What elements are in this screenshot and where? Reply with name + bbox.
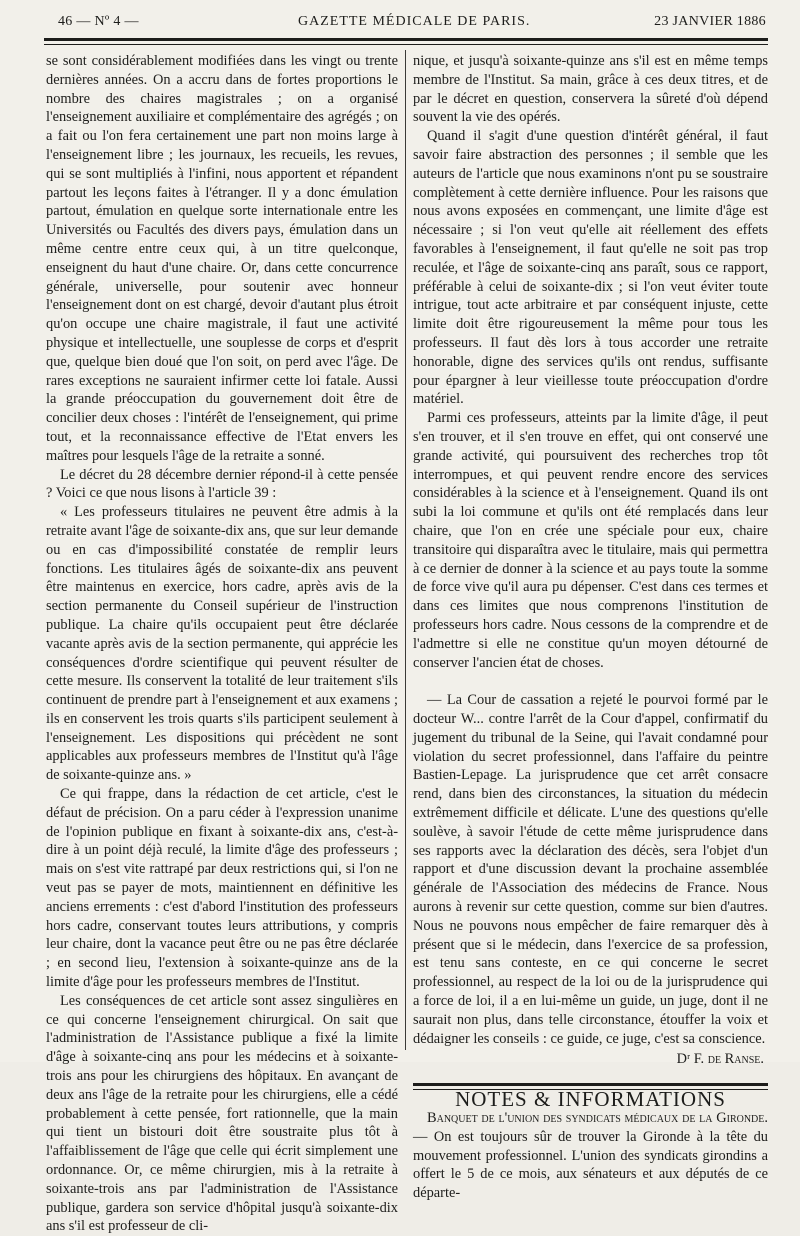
paragraph: Les conséquences de cet article sont assez singulières en ce qui concerne l'enseignement chirurgical. On sait que l'administration de l'Assistance publique a fixé la limite d'âge à soixante-cinq ans pour les médecins et à soixante-trois ans pour les chirurgiens des hôpitaux. En avançant de deux ans l'âge de la retraite pour les chirurgiens, elle a cédé probablement à cette pensée, fort rationnelle, que la main qui tient un bistouri doit être soustraite plus tôt à l'affaiblissement de l'âge que celle qui écrit simplement une ordonnance. Or, ce même chirurgien, mis à la retraite à soixante-trois ans par l'administration de l'Assistance publique, gardera son service d'hôpital jusqu'à soixante-dix ans s'il est professeur de cli- <box>46 992 398 1235</box>
paragraph: Ce qui frappe, dans la rédaction de cet article, c'est le défaut de précision. On a paru céder à l'expression unanime de l'opinion publique en fixant à soixante-dix ans, c'est-à-dire à un point déjà reculé, la limite d'âge des professeurs ; mais on s'est vite rattrapé par deux restrictions qui, si l'on ne veut pas se payer de mots, maintiennent en définitive les anciens errements : c'est d'abord l'institution des professeurs hors cadre, conservant toutes leurs attributions, y compris leur chaire, dont la vacance peut être ou ne pas être déclarée ; en second lieu, l'extension à soixante-quinze ans de la limite d'âge pour les professeurs membres de l'Institut. <box>46 786 398 991</box>
right-column <box>413 52 768 1203</box>
section-rule-thick <box>413 1083 768 1086</box>
column-divider <box>405 50 406 1050</box>
paragraph: Quand il s'agit d'une question d'intérêt général, il faut savoir faire abstraction des personnes ; il semble que les auteurs de l'article que nous examinons n'ont pu se soustraire complètement à cette dernière influence. Pour les raisons que nous avons exposées en commençant, une limite d'âge est nécessaire ; si l'on veut qu'elle ait réellement des effets favorables à l'enseignement, il faut qu'elle ne soit pas trop reculée, et l'âge de soixante-cinq ans paraît, sous ce rapport, préférable à celui de soixante-dix ; si l'on veut éviter toute intrigue, tout acte arbitraire et par conséquent injuste, cette limite doit être rigoureusement la même pour tous les professeurs. Il faut dès lors à tous accorder une retraite honorable, digne des services qu'ils ont rendus, suffisante pour épargner à leur vieillesse toute préoccupation d'ordre matériel. <box>413 128 768 408</box>
issue-date: 23 JANVIER 1886 <box>654 14 766 29</box>
author-signature: Dʳ F. de Ranse. <box>676 1051 764 1068</box>
news-item <box>413 1109 768 1203</box>
page-number: 46 — Nº 4 — <box>58 14 139 29</box>
news-item-heading: Banquet de l'union des syndicats médicaux de la Gironde. <box>427 1110 768 1127</box>
paragraph: nique, et jusqu'à soixante-quinze ans s'il est en même temps membre de l'Institut. Sa main, grâce à ces deux titres, et de par le décret en question, conservera la sûreté d'où dépend souvent la vie des opérés. <box>413 53 768 126</box>
section-title: NOTES & INFORMATIONS <box>455 1087 726 1112</box>
paragraph: se sont considérablement modifiées dans les vingt ou trente dernières années. On a accru dans de fortes proportions le nombre des chaires magistrales ; on a organisé l'enseignement auxiliaire et complémentaire des agrégés ; on a fait ou l'on fera certainement une part non moins large à l'enseignement libre ; les journaux, les recueils, les revues, qui se sont multipliés à l'infini, nous apportent et répandent partout les leçons faites à l'étranger. Il y a donc émulation partout, émulation en quelque sorte internationale entre les Universités ou Facultés des divers pays, émulation dans un même centre entre ceux qui, à un titre quelconque, enseignent du haut d'une chaire. Or, dans cette concurrence générale, universelle, pour soutenir avec honneur l'enseignement dont on est chargé, devoir d'autant plus étroit qu'on occupe une chaire magistrale, il faut une activité physique et intellectuelle, une souplesse de corps et d'esprit que, quelque bien doué que l'on soit, on perd avec l'âge. De rares exceptions ne sauraient infirmer cette loi fatale. Aussi la grande préoccupation du gouvernement doit être de concilier deux choses : l'intérêt de l'enseignement, qui prime tout, et la reconnaissance effective de l'Etat envers les maîtres pour lesquels l'âge de la retraite a sonné. <box>46 53 398 464</box>
left-column <box>46 52 398 1236</box>
journal-title: GAZETTE MÉDICALE DE PARIS. <box>298 14 531 29</box>
header-rule-thin <box>44 44 768 45</box>
paragraph-quote: « Les professeurs titulaires ne peuvent être admis à la retraite avant l'âge de soixante-dix ans, que sur leur demande ou en cas d'impossibilité constatée de remplir leurs fonctions. Les titulaires âgés de soixante-dix ans peuvent être maintenus en exercice, hors cadre, après avis de la section permanente du Conseil supérieur de l'instruction publique. La chaire qu'ils occupaient peut être déclarée vacante après avis de la section permanente, qui apprécie les conséquences d'ordre scientifique qui peuvent résulter de cette mesure. Ils conservent la totalité de leur traitement s'ils continuent de prendre part à l'enseignement et aux examens ; ils en conservent les trois quarts s'ils participent seulement à l'enseignement. Les dispositions qui précèdent ne sont applicables aux professeurs membres de l'Institut qu'à l'âge de soixante-quinze ans. » <box>46 504 398 784</box>
news-item-text: — On est toujours sûr de trouver la Gironde à la tête du mouvement professionnel. L'union des syndicats girondins a offert le 5 de ce mois, aux sénateurs et aux députés de ce départe- <box>413 1128 768 1202</box>
paragraph: Le décret du 28 décembre dernier répond-il à cette pensée ? Voici ce que nous lisons à l'article 39 : <box>46 466 398 502</box>
section-rules <box>413 1083 768 1090</box>
header-rule-thick <box>44 38 768 41</box>
paragraph: Parmi ces professeurs, atteints par la limite d'âge, il peut s'en trouver, et il s'en trouve en effet, qui ont conservé une grande activité, qui poursuivent des recherches trop tôt interrompues, et qui peuvent rendre encore des services considérables à la science et à l'enseignement. Quand ils ont subi la loi commune et qu'ils ont été remplacés dans leur chaire, que l'on en crée une spéciale pour eux, chaire transitoire qui disparaîtra avec le titulaire, mais qui permettra à ce dernier de donner à la science et au pays toute la somme de force vive qu'il aura pu dépenser. C'est dans ces termes et dans ces limites que nous comprenons l'institution de professeurs hors cadre. Nous cessons de la comprendre et de l'admettre si elle ne constitue qu'un moyen détourné de conserver l'ancien état de choses. <box>413 410 768 671</box>
running-head <box>44 14 768 34</box>
paragraph-news: — La Cour de cassation a rejeté le pourvoi formé par le docteur W... contre l'arrêt de la Cour d'appel, confirmatif du jugement du tribunal de la Seine, qui l'avait condamné pour violation du secret professionnel, dans l'affaire du peintre Bastien-Lepage. La jurisprudence que cet arrêt consacre rend, dans bien des circonstances, la situation du médecin extrêmement difficile et délicate. L'une des questions qu'elle soulève, à savoir l'étude de cette même jurisprudence dans ses rapports avec la déclaration des décès, sera l'objet d'un rapport et d'une discussion devant la prochaine assemblée générale de l'Association des médecins de France. Nous aurons à revenir sur cette question, comme sur bien d'autres. Nous ne pouvons nous empêcher de faire remarquer dès à présent que si le médecin, dans l'exercice de sa profession, est tenu sans conteste, en ce qui concerne le secret professionnel, au respect de la loi ou de la jurisprudence qui a force de loi, il a en lui-même un guide, un juge, dont il ne saurait non plus, dans telle circonstance, étouffer la voix et dédaigner les conseils : ce guide, ce juge, c'est sa conscience. <box>413 692 768 1047</box>
separator <box>413 680 768 681</box>
